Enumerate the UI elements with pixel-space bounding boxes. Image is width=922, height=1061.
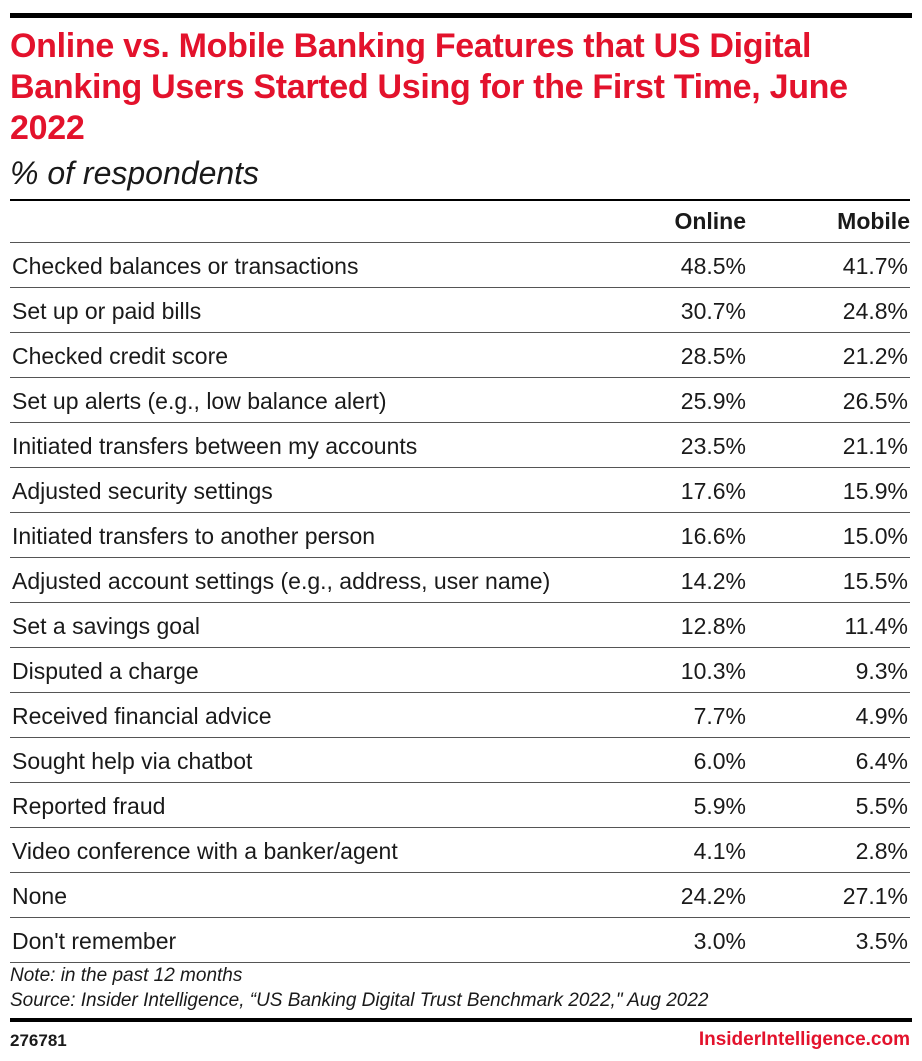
table-body xyxy=(10,243,910,963)
row-label: Adjusted security settings xyxy=(12,478,273,504)
online-value: 10.3% xyxy=(680,658,746,684)
mobile-value: 3.5% xyxy=(855,928,908,954)
bottom-rule xyxy=(10,1018,912,1022)
online-value: 6.0% xyxy=(693,748,746,774)
data-table xyxy=(10,199,910,963)
row-label: Set up or paid bills xyxy=(12,298,202,324)
chart-id: 276781 xyxy=(10,1031,67,1050)
row-label: None xyxy=(12,883,67,909)
online-value: 25.9% xyxy=(680,388,746,414)
online-value: 3.0% xyxy=(693,928,746,954)
table-row xyxy=(10,873,910,918)
online-value: 30.7% xyxy=(680,298,746,324)
row-label: Reported fraud xyxy=(12,793,166,819)
table-header xyxy=(10,201,910,243)
table-row xyxy=(10,918,910,963)
column-header-mobile: Mobile xyxy=(837,208,910,234)
mobile-value: 15.0% xyxy=(842,523,908,549)
table-row xyxy=(10,423,910,468)
mobile-value: 21.1% xyxy=(842,433,908,459)
online-value: 14.2% xyxy=(680,568,746,594)
mobile-value: 15.5% xyxy=(842,568,908,594)
table-row xyxy=(10,378,910,423)
online-value: 12.8% xyxy=(680,613,746,639)
table-row xyxy=(10,468,910,513)
table-row xyxy=(10,648,910,693)
row-label: Initiated transfers between my accounts xyxy=(12,433,418,459)
online-value: 16.6% xyxy=(680,523,746,549)
mobile-value: 5.5% xyxy=(855,793,908,819)
mobile-value: 24.8% xyxy=(842,298,908,324)
table-row xyxy=(10,333,910,378)
row-label: Don't remember xyxy=(12,928,177,954)
chart-subtitle: % of respondents xyxy=(10,155,260,191)
mobile-value: 6.4% xyxy=(855,748,908,774)
row-label: Initiated transfers to another person xyxy=(12,523,376,549)
row-label: Received financial advice xyxy=(12,703,272,729)
mobile-value: 26.5% xyxy=(842,388,908,414)
table-row xyxy=(10,243,910,288)
mobile-value: 9.3% xyxy=(855,658,908,684)
brand-link[interactable]: InsiderIntelligence.com xyxy=(698,1029,910,1050)
row-label: Checked credit score xyxy=(12,343,229,369)
row-label: Adjusted account settings (e.g., address, user name) xyxy=(12,568,551,594)
footnote xyxy=(10,963,709,1013)
table-row xyxy=(10,783,910,828)
online-value: 28.5% xyxy=(680,343,746,369)
online-value: 23.5% xyxy=(680,433,746,459)
row-label: Set up alerts (e.g., low balance alert) xyxy=(12,388,387,414)
table-row xyxy=(10,603,910,648)
online-value: 24.2% xyxy=(680,883,746,909)
row-label: Video conference with a banker/agent xyxy=(12,838,398,864)
row-label: Set a savings goal xyxy=(12,613,200,639)
chart-title: Online vs. Mobile Banking Features that US Digital Banking Users Started Using for the First Time, June 2022 xyxy=(10,27,848,147)
mobile-value: 4.9% xyxy=(855,703,908,729)
table-row xyxy=(10,288,910,333)
mobile-value: 21.2% xyxy=(842,343,908,369)
mobile-value: 27.1% xyxy=(842,883,908,909)
mobile-value: 2.8% xyxy=(855,838,908,864)
mobile-value: 41.7% xyxy=(842,253,908,279)
table-row xyxy=(10,738,910,783)
row-label: Sought help via chatbot xyxy=(12,748,253,774)
mobile-value: 11.4% xyxy=(844,613,908,639)
source-text: Source: Insider Intelligence, “US Banking Digital Trust Benchmark 2022," Aug 2022 xyxy=(10,990,709,1011)
online-value: 5.9% xyxy=(693,793,746,819)
mobile-value: 15.9% xyxy=(842,478,908,504)
table-row xyxy=(10,513,910,558)
table-row xyxy=(10,558,910,603)
online-value: 7.7% xyxy=(693,703,746,729)
online-value: 17.6% xyxy=(680,478,746,504)
online-value: 48.5% xyxy=(680,253,746,279)
row-label: Checked balances or transactions xyxy=(12,253,359,279)
table-row xyxy=(10,693,910,738)
note-text: Note: in the past 12 months xyxy=(10,965,243,986)
column-header-online: Online xyxy=(674,208,746,234)
online-value: 4.1% xyxy=(693,838,746,864)
table-row xyxy=(10,828,910,873)
row-label: Disputed a charge xyxy=(12,658,199,684)
top-rule xyxy=(10,13,912,18)
